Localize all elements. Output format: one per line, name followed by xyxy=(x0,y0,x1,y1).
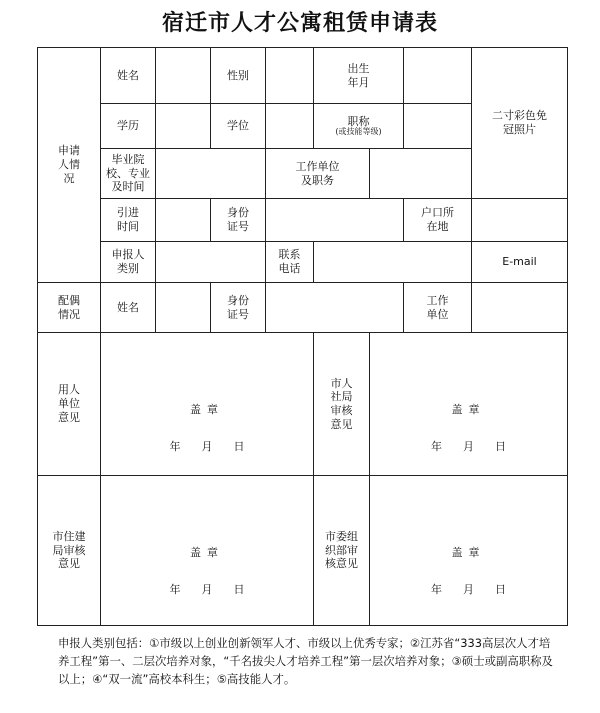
hrss-opinion-label: 市人社局审核意见 xyxy=(314,333,370,476)
category-field[interactable] xyxy=(156,242,266,283)
professional-title-label: 职称 (或技能等级) xyxy=(314,104,404,149)
organization-dept-opinion-label: 市委组织部审核意见 xyxy=(314,476,370,626)
gender-label: 性别 xyxy=(211,48,266,104)
housing-bureau-opinion-area[interactable] xyxy=(101,476,314,626)
spouse-name-label: 姓名 xyxy=(101,283,156,333)
name-label: 姓名 xyxy=(101,48,156,104)
professional-title-field[interactable] xyxy=(404,104,472,149)
spouse-name-field[interactable] xyxy=(156,283,211,333)
phone-field[interactable] xyxy=(314,242,472,283)
spouse-id-label: 身份证号 xyxy=(211,283,266,333)
seal-label: 盖章 xyxy=(190,403,224,416)
photo-box: 二寸彩色免冠照片 xyxy=(472,48,568,199)
date-line: 年 月 日 xyxy=(431,440,506,453)
phone-label: 联系电话 xyxy=(266,242,314,283)
school-field[interactable] xyxy=(156,149,266,199)
hrss-opinion-area[interactable] xyxy=(370,333,568,476)
degree-field[interactable] xyxy=(266,104,314,149)
spouse-section-label: 配偶情况 xyxy=(38,283,101,333)
name-field[interactable] xyxy=(156,48,211,104)
id-field[interactable] xyxy=(266,199,404,242)
date-line: 年 月 日 xyxy=(431,583,506,596)
id-label: 身份证号 xyxy=(211,199,266,242)
seal-label: 盖章 xyxy=(190,546,224,559)
seal-label: 盖章 xyxy=(451,403,486,416)
degree-label: 学位 xyxy=(211,104,266,149)
hukou-label: 户口所在地 xyxy=(404,199,472,242)
housing-bureau-opinion-label: 市住建局审核意见 xyxy=(38,476,101,626)
birth-label: 出生年月 xyxy=(314,48,404,104)
arrival-time-label: 引进时间 xyxy=(101,199,156,242)
category-label: 申报人类别 xyxy=(101,242,156,283)
form-title: 宿迁市人才公寓租赁申请表 xyxy=(161,10,438,36)
education-field[interactable] xyxy=(156,104,211,149)
organization-dept-opinion-area[interactable] xyxy=(370,476,568,626)
hukou-field[interactable] xyxy=(472,199,568,242)
email-label: E-mail xyxy=(472,242,568,283)
gender-field[interactable] xyxy=(266,48,314,104)
arrival-time-field[interactable] xyxy=(156,199,211,242)
employer-label: 工作单位及职务 xyxy=(266,149,370,199)
spouse-employer-field[interactable] xyxy=(472,283,568,333)
date-line: 年 月 日 xyxy=(169,583,245,596)
employer-field[interactable] xyxy=(370,149,472,199)
applicant-section-label: 申请人情况 xyxy=(38,48,101,283)
birth-field[interactable] xyxy=(404,48,472,104)
date-line: 年 月 日 xyxy=(169,440,245,453)
employer-opinion-area[interactable] xyxy=(101,333,314,476)
employer-opinion-label: 用人单位意见 xyxy=(38,333,101,476)
seal-label: 盖章 xyxy=(451,546,486,559)
application-form-table xyxy=(37,47,568,626)
spouse-employer-label: 工作单位 xyxy=(404,283,472,333)
school-label: 毕业院校、专业及时间 xyxy=(101,149,156,199)
education-label: 学历 xyxy=(101,104,156,149)
spouse-id-field[interactable] xyxy=(266,283,404,333)
applicant-category-footnote: 申报人类别包括：①市级以上创业创新领军人才、市级以上优秀专家；②江苏省“333高层次人才培养工程”第一、二层次培养对象，“千名拔尖人才培养工程”第一层次培养对象；③硕士或副高职称及以上；④“双一流”高校本科生；⑤高技能人才。 xyxy=(58,636,553,686)
